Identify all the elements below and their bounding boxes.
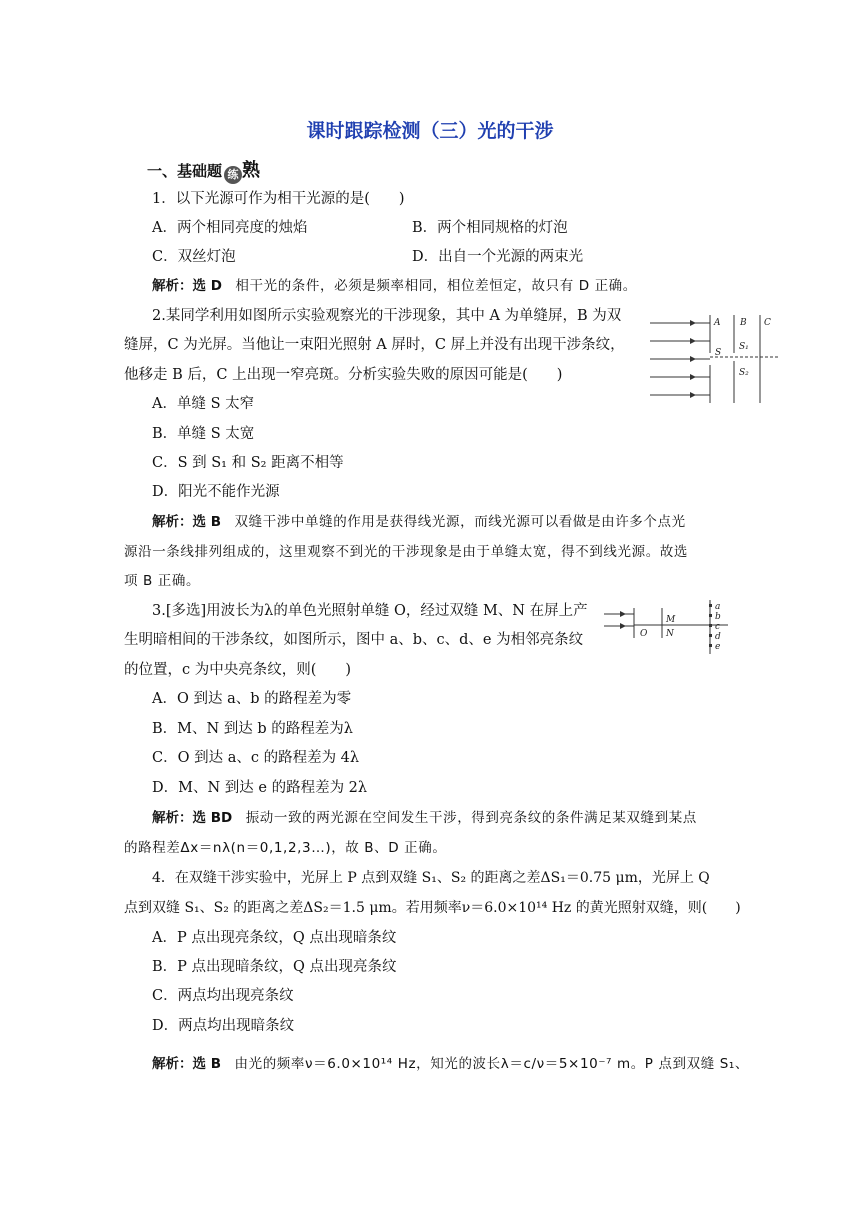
q2-solution-text-3: 项 B 正确。 xyxy=(124,573,201,589)
q2-option-c: C．S 到 S₁ 和 S₂ 距离不相等 xyxy=(152,455,344,471)
q3-option-c: C．O 到达 a、c 的路程差为 4λ xyxy=(152,750,360,766)
section-heading xyxy=(147,156,260,184)
q1-solution xyxy=(152,276,637,296)
q4-solution-line-1 xyxy=(152,1054,749,1074)
q4-solution-head: 解析：选 B xyxy=(152,1056,221,1072)
q1-solution-head: 解析：选 D xyxy=(152,278,222,294)
q2-diagram xyxy=(650,313,780,409)
q2-option-b: B．单缝 S 太宽 xyxy=(152,426,255,442)
q2-solution-head: 解析：选 B xyxy=(152,514,221,530)
q3-option-d: D．M、N 到达 e 的路程差为 2λ xyxy=(152,780,368,796)
q1-option-d: D．出自一个光源的两束光 xyxy=(412,249,584,265)
q3-solution-text-1: 振动一致的两光源在空间发生干涉，得到亮条纹的条件满足某双缝到某点 xyxy=(245,810,697,826)
q2-option-a: A．单缝 S 太窄 xyxy=(152,396,255,412)
q4-option-a: A．P 点出现亮条纹，Q 点出现暗条纹 xyxy=(152,930,397,946)
q3-solution-text-2: 的路程差Δx＝nλ(n＝0,1,2,3…)，故 B、D 正确。 xyxy=(124,840,447,856)
q2-option-d: D．阳光不能作光源 xyxy=(152,484,280,500)
q1-option-a: A．两个相同亮度的烛焰 xyxy=(152,220,308,236)
q1-option-b: B．两个相同规格的灯泡 xyxy=(412,220,568,236)
q1-option-c: C．双丝灯泡 xyxy=(152,249,236,265)
q2-solution-line-1 xyxy=(152,512,686,532)
q3-fig-label-n: N xyxy=(666,629,674,639)
q2-solution-line-3 xyxy=(124,571,200,591)
q3-diagram xyxy=(604,598,734,660)
q3-fig-label-b: b xyxy=(715,612,721,622)
q3-solution-head: 解析：选 BD xyxy=(152,810,233,826)
q2-solution-text-1: 双缝干涉中单缝的作用是获得线光源，而线光源可以看做是由许多个点光 xyxy=(234,514,686,530)
q2-fig-label-s1: S₁ xyxy=(739,342,749,352)
q2-stem-line-3: 他移走 B 后，C 上出现一窄亮斑。分析实验失败的原因可能是( ) xyxy=(124,367,563,383)
q3-option-b: B．M、N 到达 b 的路程差为λ xyxy=(152,721,353,737)
q2-solution-text-2: 源沿一条线排列组成的，这里观察不到光的干涉现象是由于单缝太宽，得不到线光源。故选 xyxy=(124,544,688,560)
q1-stem: 1．以下光源可作为相干光源的是( ) xyxy=(152,191,405,207)
q4-stem-line-2: 点到双缝 S₁、S₂ 的距离之差ΔS₂＝1.5 μm。若用频率ν＝6.0×10¹⁴ Hz 的黄光照射双缝，则( ) xyxy=(124,900,741,916)
q4-option-b: B．P 点出现暗条纹，Q 点出现亮条纹 xyxy=(152,959,397,975)
section-badge: 练 xyxy=(224,166,242,184)
page-title: 课时跟踪检测（三）光的干涉 xyxy=(306,120,554,142)
q3-option-a: A．O 到达 a、b 的路程差为零 xyxy=(152,691,352,707)
q3-stem-line-1: 3.[多选]用波长为λ的单色光照射单缝 O，经过双缝 M、N 在屏上产 xyxy=(152,603,588,619)
q3-stem-line-2: 生明暗相间的干涉条纹，如图所示，图中 a、b、c、d、e 为相邻亮条纹 xyxy=(124,632,584,648)
q2-fig-label-c: C xyxy=(764,318,771,328)
q2-stem-line-1: 2.某同学利用如图所示实验观察光的干涉现象，其中 A 为单缝屏，B 为双 xyxy=(152,308,622,324)
q3-fig-label-e: e xyxy=(715,642,721,652)
q3-fig-label-a: a xyxy=(715,602,721,612)
q4-option-c: C．两点均出现亮条纹 xyxy=(152,988,294,1004)
q3-fig-label-o: O xyxy=(640,629,648,639)
q3-stem-line-3: 的位置，c 为中央亮条纹，则( ) xyxy=(124,662,352,678)
q2-fig-label-s2: S₂ xyxy=(739,368,749,378)
q2-diagram-svg xyxy=(650,313,780,405)
q3-diagram-svg xyxy=(604,598,734,656)
q1-solution-text: 相干光的条件，必须是频率相同，相位差恒定，故只有 D 正确。 xyxy=(235,278,637,294)
q4-solution-text: 由光的频率ν＝6.0×10¹⁴ Hz，知光的波长λ＝c/ν＝5×10⁻⁷ m。P 点到双缝 S₁、 xyxy=(234,1056,750,1072)
q3-fig-label-c: c xyxy=(715,622,721,632)
q3-fig-label-m: M xyxy=(666,615,676,625)
q3-solution-line-1 xyxy=(152,808,697,828)
q3-fig-label-d: d xyxy=(715,632,721,642)
q4-option-d: D．两点均出现暗条纹 xyxy=(152,1018,295,1034)
q4-stem-line-1: 4．在双缝干涉实验中，光屏上 P 点到双缝 S₁、S₂ 的距离之差ΔS₁＝0.75 μm，光屏上 Q xyxy=(152,870,710,886)
q2-fig-label-a: A xyxy=(714,318,721,328)
q3-solution-line-2 xyxy=(124,838,446,858)
section-big-char: 熟 xyxy=(242,160,261,181)
q2-fig-label-s: S xyxy=(715,348,722,358)
q2-fig-label-b: B xyxy=(740,318,747,328)
section-label: 一、基础题 xyxy=(147,162,223,180)
q2-stem-line-2: 缝屏，C 为光屏。当他让一束阳光照射 A 屏时，C 屏上并没有出现干涉条纹， xyxy=(124,337,625,353)
q2-solution-line-2 xyxy=(124,542,688,562)
